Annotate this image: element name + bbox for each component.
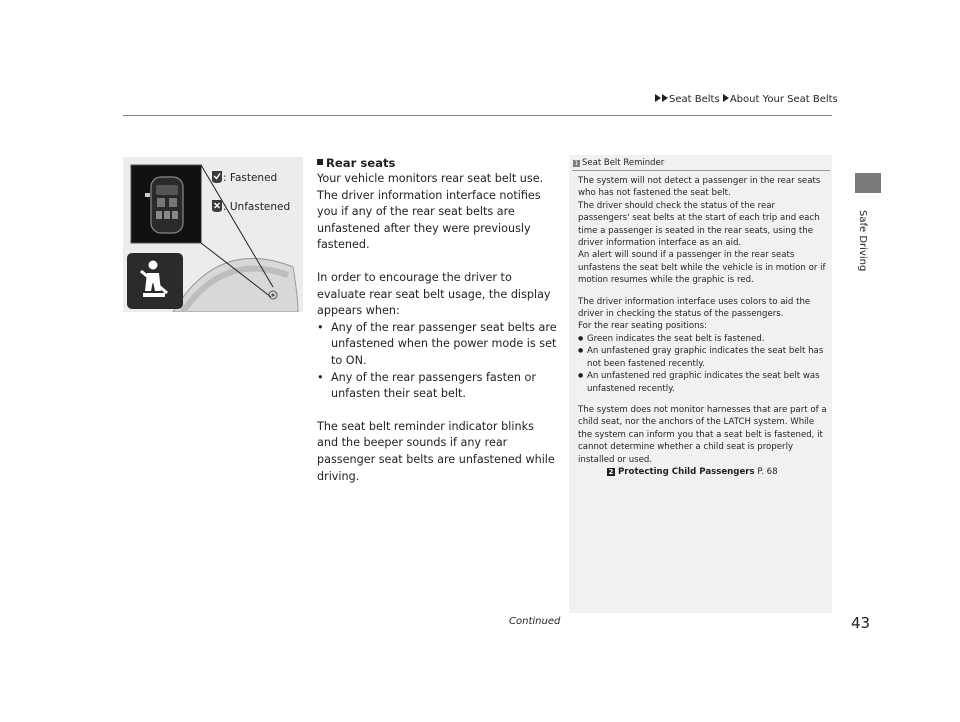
paragraph: The seat belt reminder indicator blinks and the beeper sounds if any rear passenger seat belts are unfastened while driving.	[317, 419, 555, 483]
page-number: 43	[851, 614, 871, 632]
legend-fastened	[211, 170, 277, 184]
seat-belt-reminder-icon	[127, 253, 183, 309]
bullet-list	[317, 320, 557, 403]
list-item: • Any of the rear passengers fasten or unfasten their seat belt.	[317, 370, 557, 403]
note-paragraph: The driver should check the status of the rear passengers' seat belts at the start of each trip and each time a passenger is seated in the rear seats, using the driver information interface as an aid.	[578, 200, 820, 249]
note-list-item: ● An unfastened red graphic indicates the seat belt was unfastened recently.	[578, 370, 828, 395]
cross-reference-arrow-icon: 2	[608, 467, 614, 476]
breadcrumb-item-seat-belts[interactable]: Seat Belts	[669, 94, 720, 105]
legend-unfastened	[211, 199, 290, 213]
car-top-view-icon	[145, 177, 183, 233]
list-item: • Any of the rear passenger seat belts are unfastened when the power mode is set to ON.	[317, 320, 557, 370]
continued-label: Continued	[509, 616, 561, 627]
cross-reference-link[interactable]	[578, 466, 828, 478]
note-paragraph: An alert will sound if a passenger in the rear seats unfastens the seat belt while the vehicle is in motion or if motion resumes while the graphic is red.	[578, 250, 826, 286]
breadcrumb-item-about-seat-belts[interactable]: About Your Seat Belts	[729, 94, 838, 105]
main-content	[317, 155, 557, 501]
seat-belt-reminder-figure	[123, 157, 303, 312]
triangle-right-icon	[723, 94, 729, 102]
note-title: 1 Seat Belt Reminder	[574, 158, 665, 168]
reference-marker-icon: 1	[574, 160, 579, 167]
note-paragraph: The system will not detect a passenger in the rear seats who has not fastened the seat belt.	[578, 176, 821, 199]
seat-belt-unfastened-icon	[211, 199, 223, 213]
paragraph: Your vehicle monitors rear seat belt use. The driver information interface notifies you if any of the rear seat belts are unfastened after they were previously fastened.	[317, 172, 544, 252]
cross-reference-page: P. 68	[757, 466, 778, 477]
note-body	[578, 175, 828, 478]
paragraph: In order to encourage the driver to evaluate rear seat belt usage, the display appears when:	[317, 270, 551, 318]
legend-unfastened-label: : Unfastened	[223, 201, 291, 213]
note-list-item: ● An unfastened gray graphic indicates the seat belt has not been fastened recently.	[578, 345, 828, 370]
note-paragraph: For the rear seating positions:	[578, 321, 707, 332]
note-rule	[572, 170, 830, 171]
section-tab-label[interactable]: Safe Driving	[857, 210, 868, 272]
note-bullet-list	[578, 333, 828, 395]
cross-reference-title: Protecting Child Passengers	[618, 466, 755, 477]
section-heading: Rear seats	[317, 155, 557, 171]
triangle-right-icon	[662, 94, 668, 102]
note-paragraph: The system does not monitor harnesses that are part of a child seat, nor the anchors of the LATCH system. While the system can inform you that a seat belt is fastened, it cannot determine whether a child seat is properly installed or used.	[578, 404, 827, 465]
seat-belt-fastened-icon	[211, 170, 223, 184]
square-bullet-icon	[317, 159, 323, 165]
section-tab-marker	[855, 173, 881, 193]
note-list-item: ● Green indicates the seat belt is fastened.	[578, 333, 828, 345]
triangle-right-icon	[655, 94, 661, 102]
reminder-note-box	[569, 155, 832, 613]
note-paragraph: The driver information interface uses colors to aid the driver in checking the status of the passengers.	[578, 296, 811, 320]
breadcrumb	[655, 94, 838, 105]
header-rule	[123, 115, 832, 116]
legend-fastened-label: : Fastened	[223, 172, 278, 184]
